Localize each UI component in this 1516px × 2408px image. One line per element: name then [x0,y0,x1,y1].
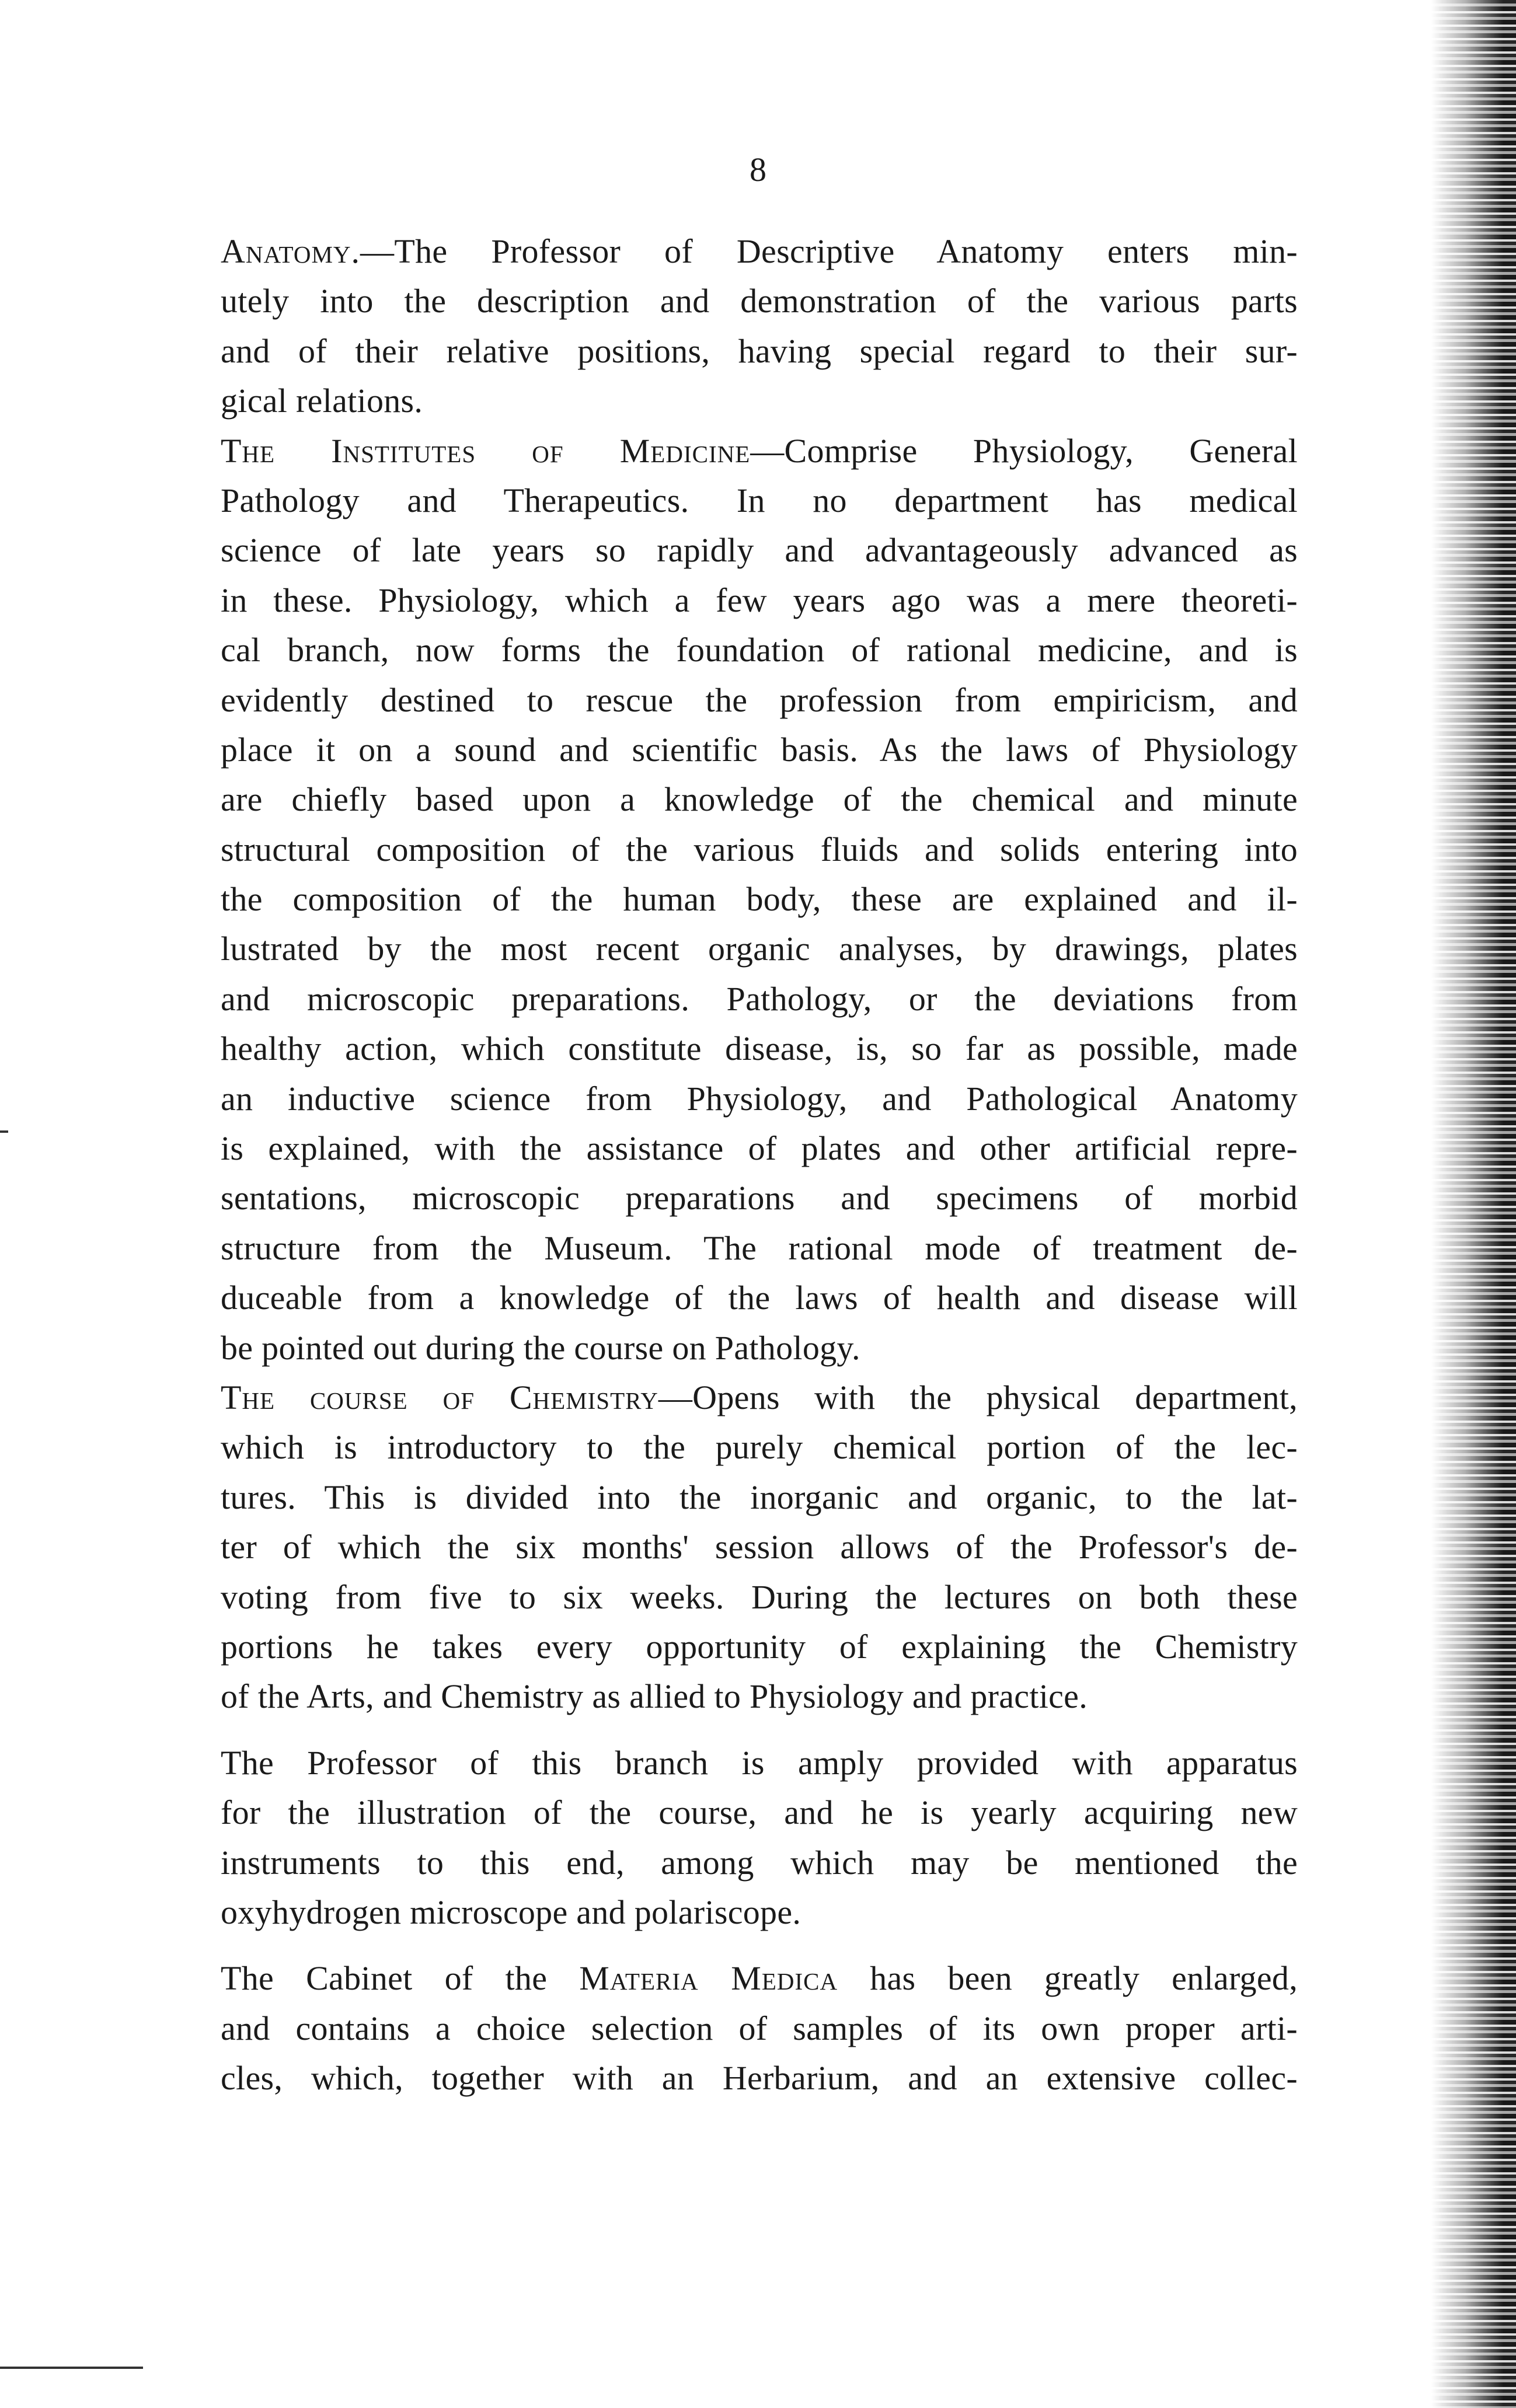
text-line [221,476,1298,525]
paragraph-course-of-chemistry [221,1373,1298,1722]
text-line [221,1373,1298,1422]
text-line [221,1738,1298,1788]
line-text: The Professor of this branch is amply provided with apparatus [221,1743,1298,1782]
text-line [221,525,1298,575]
line-text-lead: The Cabinet of the [221,1959,580,1998]
text-line [221,1953,1298,2003]
line-text: gical relations. [221,382,423,420]
text-line [221,1123,1298,1173]
line-text: science of late years so rapidly and advantageously advanced as [221,531,1298,570]
line-text: in these. Physiology, which a few years ago was a mere theoreti- [221,581,1298,619]
text-line [221,1522,1298,1572]
text-line [221,326,1298,376]
line-text: of the Arts, and Chemistry as allied to Physiology and practice. [221,1677,1088,1716]
line-text: duceable from a knowledge of the laws of health and disease will [221,1279,1298,1317]
line-text: structure from the Museum. The rational mode of treatment de- [221,1229,1298,1267]
margin-mark [0,1130,8,1133]
line-text: be pointed out during the course on Pathology. [221,1328,860,1367]
text-line [221,625,1298,675]
text-line [221,2004,1298,2053]
line-text: has been greatly enlarged, [838,1959,1298,1998]
line-text: Pathology and Therapeutics. In no department has medical [221,481,1298,519]
text-line [221,1788,1298,1837]
paragraph-institutes-of-medicine [221,426,1298,1373]
line-text: the composition of the human body, these are explained and il- [221,880,1298,919]
line-text: place it on a sound and scientific basis. As the laws of Physiology [221,730,1298,769]
text-line [221,1422,1298,1472]
text-line [221,426,1298,476]
text-line [221,725,1298,774]
bottom-rule [0,2367,143,2369]
line-text: utely into the description and demonstration of the various parts [221,282,1298,320]
paragraph-chemistry-apparatus [221,1738,1298,1938]
line-text: oxyhydrogen microscope and polariscope. [221,1893,801,1931]
section-heading-smallcaps: Anatomy. [221,232,361,270]
line-text: lustrated by the most recent organic analyses, by drawings, plates [221,930,1298,968]
line-text: are chiefly based upon a knowledge of the chemical and minute [221,780,1298,819]
text-line [221,1622,1298,1671]
line-text: —Comprise Physiology, General [750,431,1298,470]
line-text: —Opens with the physical department, [658,1378,1298,1416]
line-text: voting from five to six weeks. During the lectures on both these [221,1578,1298,1616]
text-line [221,226,1298,276]
text-line [221,675,1298,725]
line-text: an inductive science from Physiology, and Pathological Anatomy [221,1079,1298,1118]
section-heading-smallcaps: The course of Chemistry [221,1378,658,1416]
paragraph-gap [221,1722,1298,1738]
line-text: which is introductory to the purely chemical portion of the lec- [221,1428,1298,1467]
text-line [221,1074,1298,1123]
text-line [221,774,1298,824]
text-line [221,376,1298,425]
text-line [221,1572,1298,1622]
line-text: and microscopic preparations. Pathology, or the deviations from [221,979,1298,1018]
text-line [221,874,1298,924]
text-line [221,1024,1298,1073]
line-text: and contains a choice selection of samples of its own proper arti- [221,2009,1298,2047]
binding-edge-shadow [1431,0,1516,2408]
line-text: instruments to this end, among which may be mentioned the [221,1843,1298,1882]
body-text [221,226,1298,2103]
text-line [221,924,1298,973]
text-line [221,2053,1298,2103]
section-heading-smallcaps: The Institutes of Medicine [221,431,751,470]
text-line [221,1173,1298,1223]
line-text: for the illustration of the course, and he is yearly acquiring new [221,1793,1298,1832]
line-text: cal branch, now forms the foundation of rational medicine, and is [221,631,1298,669]
text-line [221,1671,1298,1721]
line-text: evidently destined to rescue the profession from empiricism, and [221,680,1298,719]
line-text: structural composition of the various fluids and solids entering into [221,830,1298,868]
page-number: 8 [750,151,766,189]
text-line [221,825,1298,874]
text-line [221,1838,1298,1887]
text-line [221,974,1298,1024]
paragraph-gap [221,1937,1298,1953]
line-text: sentations, microscopic preparations and specimens of morbid [221,1179,1298,1217]
paragraph-anatomy [221,226,1298,426]
text-line [221,1223,1298,1273]
paragraph-materia-medica [221,1953,1298,2103]
text-line [221,1887,1298,1937]
text-line [221,276,1298,326]
line-text: portions he takes every opportunity of explaining the Chemistry [221,1627,1298,1666]
text-line [221,1323,1298,1373]
line-text: cles, which, together with an Herbarium, and an extensive collec- [221,2059,1298,2098]
text-line [221,575,1298,625]
line-text: healthy action, which constitute disease, is, so far as possible, made [221,1029,1298,1068]
line-text: and of their relative positions, having special regard to their sur- [221,331,1298,370]
line-text: tures. This is divided into the inorganic and organic, to the lat- [221,1478,1298,1516]
line-text: is explained, with the assistance of plates and other artificial repre- [221,1129,1298,1168]
line-text: —The Professor of Descriptive Anatomy enters min- [360,232,1298,270]
line-text: ter of which the six months' session allows of the Professor's de- [221,1528,1298,1566]
inline-smallcaps-term: Materia Medica [579,1959,838,1998]
text-line [221,1273,1298,1322]
text-line [221,1472,1298,1522]
